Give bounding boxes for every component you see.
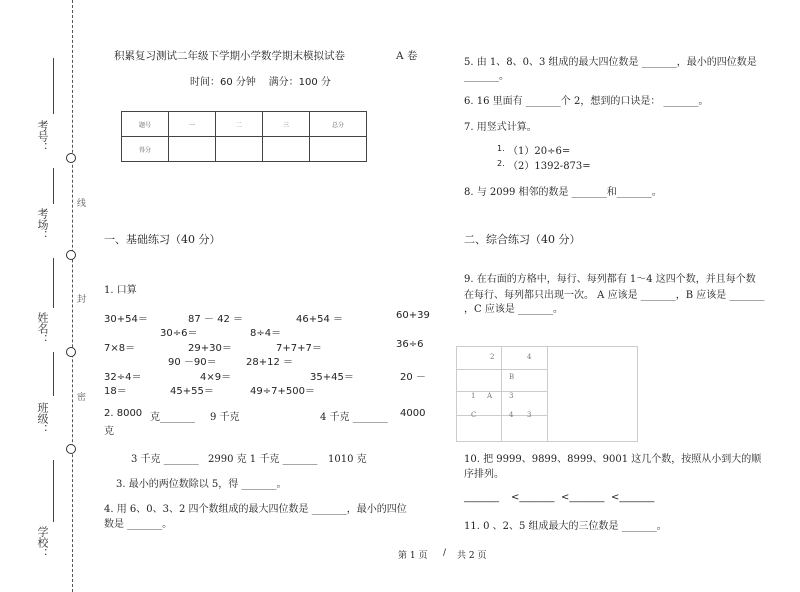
grid-cell: 3: [509, 392, 514, 400]
calc-item: 20 －: [400, 372, 426, 383]
grid-cell: 3: [527, 411, 532, 419]
question-title: 1. 口算: [104, 285, 137, 296]
question-9-line3: ，C 应该是 _______。: [464, 304, 564, 315]
calc-item: 7×8＝: [104, 343, 136, 354]
calc-item: 18＝: [104, 386, 127, 397]
binding-dashed-line: [72, 0, 73, 592]
calc-item: 49÷7+500＝: [250, 386, 315, 397]
calc-item: 7+7+7＝: [276, 343, 322, 354]
calc-item: 30÷6＝: [160, 328, 198, 339]
q2-part: 2. 8000: [104, 408, 143, 419]
grid-cell: C: [471, 411, 477, 419]
school-label: 学校：: [36, 526, 49, 559]
question-6: 6. 16 里面有 _______个 2，想到的口诀是： _______。: [464, 96, 709, 107]
score-table-cell: 二: [216, 112, 263, 137]
calc-item: 8÷4＝: [250, 328, 282, 339]
question-4-line1: 4. 用 6、0、3、2 四个数组成的最大四位数是 _______，最小的四位: [104, 504, 407, 515]
section-heading: 二、综合练习（40 分）: [464, 233, 581, 246]
binding-hole: [66, 347, 76, 357]
question-4-line2: 数是 _______。: [104, 519, 173, 530]
seal-mark-secret: 密: [75, 392, 85, 401]
calc-item: 35+45＝: [310, 372, 354, 383]
question-11: 11. 0 、2、5 组成最大的三位数是 _______。: [464, 521, 667, 532]
calc-item: 29+30＝: [188, 343, 232, 354]
calc-item: 46+54 ＝: [296, 314, 344, 325]
question-7-title: 7. 用竖式计算。: [464, 122, 537, 133]
seal-mark-line: 线: [75, 198, 85, 207]
score-label: 满分：: [268, 77, 299, 88]
q2-part: 9 千克: [210, 412, 240, 423]
exam-room-label: 考场：: [36, 208, 49, 241]
binding-hole: [66, 444, 76, 454]
q10-blank: <_______: [511, 492, 555, 503]
score-table-cell: [169, 137, 216, 162]
calc-item: 32÷4＝: [104, 372, 142, 383]
score-table-cell: [310, 137, 367, 162]
grid-cell: 4: [527, 353, 532, 361]
score-table-cell: [216, 137, 263, 162]
calc-item: 87 － 42 ＝: [188, 314, 243, 325]
binding-hole: [66, 250, 76, 260]
grid-cell: B: [509, 373, 515, 381]
time-value: 60 分钟: [220, 77, 256, 88]
list-number: 2.: [497, 159, 505, 168]
score-table-cell: [263, 137, 310, 162]
calc-item: 28+12 ＝: [246, 357, 294, 368]
grid-line: [547, 347, 548, 441]
question-5-line1: 5. 由 1、8、0、3 组成的最大四位数是 _______，最小的四位数是: [464, 57, 757, 68]
exam-title: 积累复习测试二年级下学期小学数学期末模拟试卷: [114, 50, 345, 62]
question-10-line1: 10. 把 9999、9899、8999、9001 这几个数，按照从小到大的顺: [464, 454, 762, 465]
grid-line: [457, 369, 547, 370]
question-3: 3. 最小的两位数除以 5，得 _______。: [116, 479, 287, 490]
section-heading: 一、基础练习（40 分）: [104, 233, 221, 246]
calc-item: 4×9＝: [200, 372, 232, 383]
list-number: 1.: [497, 144, 505, 153]
q2-part: 克: [104, 426, 114, 437]
latin-square-grid: [456, 346, 638, 442]
calc-item: 60+39: [396, 310, 430, 321]
calc-item: 30+54＝: [104, 314, 148, 325]
q7-item: （2）1392-873=: [508, 161, 591, 172]
score-table-cell: 题号: [122, 112, 169, 137]
question-9-line1: 9. 在右面的方格中，每行、每列都有 1～4 这四个数，并且每个数: [464, 274, 756, 285]
q2-part: 1010 克: [328, 454, 367, 465]
score-table-cell: 总分: [310, 112, 367, 137]
grid-line: [501, 347, 502, 441]
score-table-cell: 一: [169, 112, 216, 137]
q2-part: 3 千克 _______: [131, 454, 199, 465]
question-8: 8. 与 2099 相邻的数是 _______和_______。: [464, 187, 662, 198]
grid-cell: 2: [490, 353, 495, 361]
calc-item: 90 －90＝: [168, 357, 217, 368]
class-label: 班级：: [36, 402, 49, 435]
exam-version: A 卷: [396, 50, 418, 62]
time-info: [190, 73, 331, 88]
score-table-cell: 三: [263, 112, 310, 137]
score-table: [121, 111, 367, 162]
grid-cell: A: [487, 392, 493, 400]
name-label: 姓名：: [36, 312, 49, 345]
q10-blank: <_______: [561, 492, 605, 503]
calc-item: 45+55＝: [170, 386, 214, 397]
page-number: 第 1 页: [398, 551, 428, 561]
field-line: [53, 168, 54, 204]
q2-part: 克_______: [150, 412, 195, 423]
q10-blank: _______: [464, 492, 499, 503]
binding-hole: [66, 153, 76, 163]
grid-cell: 4: [509, 411, 514, 419]
time-label: 时间：: [190, 77, 220, 88]
field-line: [53, 352, 54, 396]
calc-item: 36÷6: [396, 339, 424, 350]
field-line: [53, 58, 54, 114]
score-table-cell: 得分: [122, 137, 169, 162]
page-separator: /: [443, 548, 447, 558]
seal-mark-seal: 封: [75, 294, 85, 303]
grid-cell: 1: [471, 392, 476, 400]
question-9-line2: 在每行、每列都只出现一次。 A 应该是 _______，B 应该是 _______: [464, 290, 765, 301]
q10-blank: <_______: [611, 492, 655, 503]
q2-part: 2990 克 1 千克 _______: [208, 454, 318, 465]
q7-item: （1）20÷6=: [508, 146, 571, 157]
question-10-line2: 序排列。: [464, 469, 504, 480]
field-line: [53, 258, 54, 308]
score-value: 100 分: [298, 77, 331, 88]
question-5-line2: _______。: [464, 71, 509, 82]
q2-part: 4 千克 _______: [320, 412, 388, 423]
page-total: 共 2 页: [457, 551, 487, 561]
q2-part: 4000: [400, 408, 426, 419]
exam-number-label: 考号：: [36, 120, 49, 153]
field-line: [53, 460, 54, 522]
